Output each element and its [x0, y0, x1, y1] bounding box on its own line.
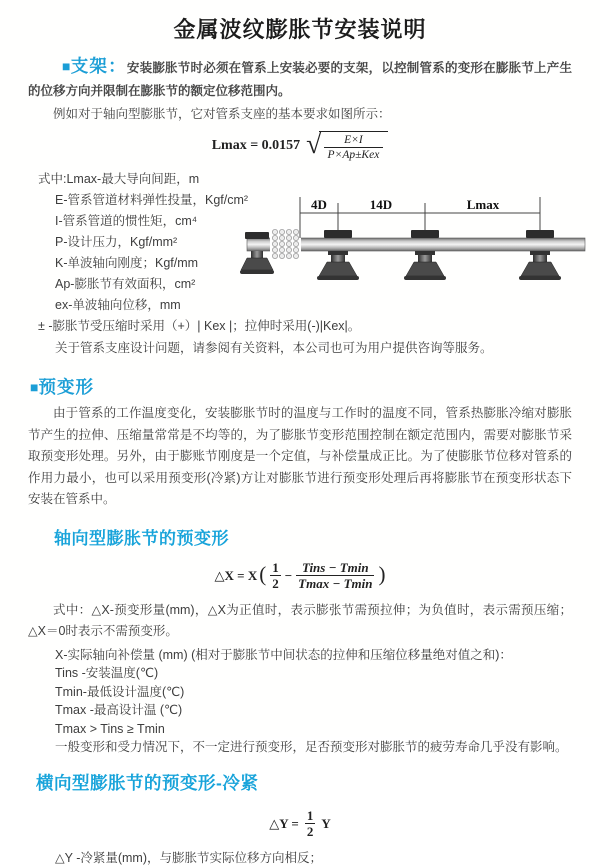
example-line: 例如对于轴向型膨胀节，它对管系支座的基本要求如图所示：: [53, 107, 391, 121]
definition-item: I-管系管道的惯性矩，cm⁴: [55, 214, 198, 228]
half-fraction: [270, 560, 281, 592]
fraction-denominator: 2: [272, 576, 279, 592]
fraction-denominator: 2: [306, 824, 314, 840]
minus-operator: −: [284, 567, 293, 583]
formula-rhs: Y: [321, 815, 331, 831]
definition-item: Tmax > Tins ≥ Tmin: [55, 721, 165, 736]
fraction-denominator: P×Ap±Kex: [324, 147, 384, 161]
sqrt-icon: √: [306, 129, 322, 160]
sqrt-expression: [306, 131, 388, 161]
fraction-denominator: Tmax − Tmin: [298, 576, 373, 592]
sqrt-radicand: [319, 131, 389, 161]
axial-where-paragraph: 式中：△X-预变形量(mm)，△X为正值时，表示膨张节需预拉伸；为负值时，表示需预压缩；△X＝0时表示不需预变形。: [28, 602, 572, 639]
fraction-numerator: E×I: [344, 134, 363, 146]
open-paren: (: [259, 562, 267, 587]
pipe-support-diagram: [243, 191, 593, 293]
axial-formula: [28, 560, 572, 592]
formula-lhs: △Y =: [269, 815, 299, 831]
fraction-numerator: 1: [306, 807, 314, 823]
cold-tighten-note: △Y -冷紧量(mm)，与膨胀节实际位移方向相反；: [55, 850, 323, 865]
fraction-numerator: 1: [272, 559, 279, 575]
predeform-section-header: [30, 374, 572, 399]
close-paren: ): [378, 562, 386, 587]
definition-item: E-管系管道材料弹性投量，Kgf/cm²: [55, 193, 249, 207]
half-fraction: [305, 808, 316, 840]
guide-support: [404, 230, 446, 280]
definition-item: 一般变形和受力情况下，不一定进行预变形，足否预变形对膨胀节的疲劳寿命几乎没有影响。: [55, 740, 568, 755]
guide-support: [317, 230, 359, 280]
definition-item: X-实际轴向补偿量 (mm) (相对于膨胀节中间状态的拉伸和压缩位移量绝对值之和)：: [55, 647, 512, 662]
dimension-label-14d: 14D: [369, 197, 393, 212]
definition-item: K-单波轴向刚度；Kgf/mm: [55, 256, 199, 270]
support-intro-text: 安装膨胀节时必须在管系上安装必要的支架，以控制管系的变形在膨胀节上产生的位移方向并限制在膨胀节的额定位移范围内。: [28, 61, 572, 98]
definition-item: Ap-膨胀节有效面积，cm²: [55, 277, 196, 291]
definition-item: Tins -安装温度(℃): [55, 666, 159, 681]
guide-support: [519, 230, 561, 280]
where-line: 式中:Lmax-最大导向间距，m: [38, 172, 200, 186]
formula-lhs: △X = X: [214, 567, 258, 583]
fraction-numerator: Tins − Tmin: [301, 559, 369, 575]
support-section-paragraph: [28, 55, 572, 103]
section-square-icon: ■: [30, 379, 39, 395]
definition-item: P-设计压力，Kgf/mm²: [55, 235, 178, 249]
axial-definition-list: [55, 646, 572, 757]
definition-item: Tmax -最高设计温 (℃): [55, 703, 183, 718]
dimension-label-4d: 4D: [311, 197, 327, 212]
plus-minus-note: ± -膨胀节受压缩时采用（+）| Kex |；拉伸时采用(-)|Kex|。: [38, 319, 361, 333]
closing-note: 关于管系支座设计问题，请参阅有关资料，本公司也可为用户提供咨询等服务。: [55, 341, 493, 355]
page-title: 金属波纹膨胀节安装说明: [173, 17, 427, 42]
axial-subheading: 轴向型膨胀节的预变形: [54, 528, 229, 548]
formula-lhs: Lmax = 0.0157: [211, 138, 301, 153]
predeform-paragraph: 由于管系的工作温度变化，安装膨胀节时的温度与工作时的温度不同，管系热膨胀冷缩对膨胀节产生的拉伸、压缩量常常是不均等的，为了膨胀节变形范围控制在额定范围内，需要对膨胀节采取预变形处理。另外，由于膨账节刚度是一个定值，与补偿量成正比。为了使膨胀节位移对管系的作用力最小，也可以采用预变形(冷紧)方让对膨胀节进行预变形处理后再将膨胀节在预变形状态下安装在管系中。: [28, 406, 572, 506]
support-section-heading: 支架：: [70, 56, 127, 76]
bellows: [270, 228, 301, 259]
section-square-icon: ■: [62, 58, 71, 74]
definition-item: Tmin-最低设计温度(℃): [55, 684, 185, 699]
anchor-support: [240, 232, 274, 274]
diagram-svg: [243, 191, 593, 293]
lmax-formula: [28, 131, 572, 161]
definition-item: ex-单波轴向位移，mm: [55, 298, 181, 312]
temperature-fraction: [296, 560, 374, 592]
lateral-subheading: 横向型膨胀节的预变形-冷紧: [36, 772, 259, 793]
lateral-formula: [28, 808, 572, 840]
dimension-label-lmax: Lmax: [466, 197, 500, 212]
predeform-section-heading: 预变形: [38, 377, 94, 397]
